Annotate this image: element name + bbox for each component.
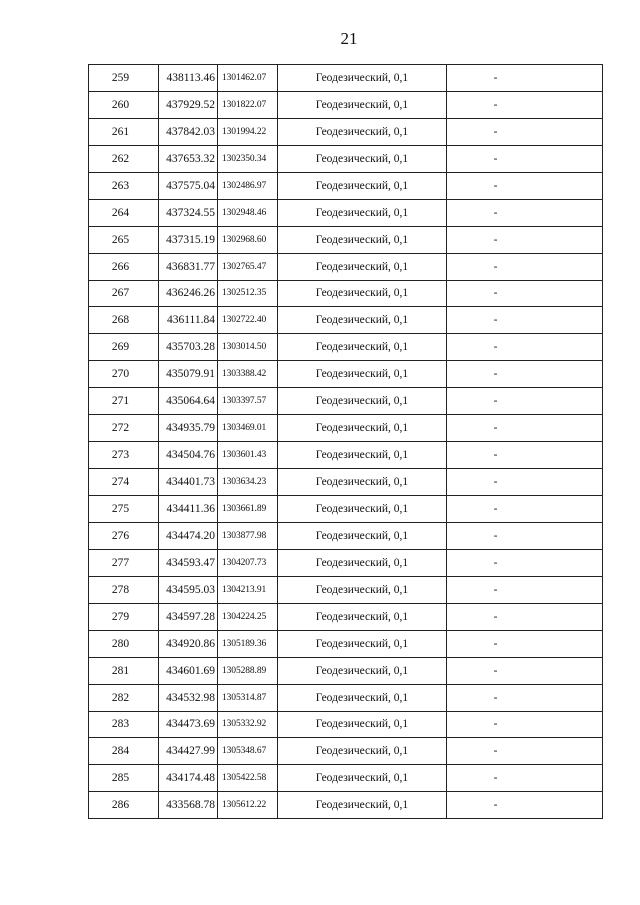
coordinate-x-cell: 436246.26	[159, 280, 218, 307]
coordinate-y-cell: 1305189.36	[218, 630, 278, 657]
coordinate-y-cell: 1302968.60	[218, 226, 278, 253]
point-description-cell: -	[447, 576, 603, 603]
coordinate-x-cell: 437929.52	[159, 91, 218, 118]
point-description-cell: -	[447, 334, 603, 361]
coordinate-y-cell: 1301822.07	[218, 91, 278, 118]
table-row	[89, 415, 603, 442]
point-description-cell: -	[447, 630, 603, 657]
coordinate-x-cell: 434474.20	[159, 522, 218, 549]
point-number-cell: 276	[89, 522, 159, 549]
table-row	[89, 738, 603, 765]
table-row	[89, 253, 603, 280]
coordinate-x-cell: 434601.69	[159, 657, 218, 684]
coordinate-x-cell: 435703.28	[159, 334, 218, 361]
point-number-cell: 265	[89, 226, 159, 253]
point-number-cell: 284	[89, 738, 159, 765]
table-row	[89, 199, 603, 226]
table-row	[89, 226, 603, 253]
coordinate-y-cell: 1304224.25	[218, 603, 278, 630]
page-number: 21	[340, 29, 358, 48]
coordinate-y-cell: 1303877.98	[218, 522, 278, 549]
coordinate-y-cell: 1302486.97	[218, 172, 278, 199]
coordinate-x-cell: 437575.04	[159, 172, 218, 199]
point-number-cell: 277	[89, 549, 159, 576]
coordinate-x-cell: 434411.36	[159, 496, 218, 523]
point-description-cell: -	[447, 199, 603, 226]
table-row	[89, 792, 603, 819]
point-number-cell: 279	[89, 603, 159, 630]
method-accuracy-cell: Геодезический, 0,1	[278, 792, 447, 819]
coordinate-y-cell: 1302512.35	[218, 280, 278, 307]
point-description-cell: -	[447, 226, 603, 253]
table-row	[89, 603, 603, 630]
table-row	[89, 684, 603, 711]
point-description-cell: -	[447, 738, 603, 765]
method-accuracy-cell: Геодезический, 0,1	[278, 549, 447, 576]
coordinate-x-cell: 434920.86	[159, 630, 218, 657]
point-number-cell: 266	[89, 253, 159, 280]
table-row	[89, 361, 603, 388]
point-description-cell: -	[447, 388, 603, 415]
coordinate-x-cell: 434504.76	[159, 442, 218, 469]
point-number-cell: 261	[89, 118, 159, 145]
table-row	[89, 118, 603, 145]
point-number-cell: 278	[89, 576, 159, 603]
coordinate-x-cell: 436831.77	[159, 253, 218, 280]
table-row	[89, 711, 603, 738]
coordinate-y-cell: 1303601.43	[218, 442, 278, 469]
method-accuracy-cell: Геодезический, 0,1	[278, 65, 447, 92]
point-number-cell: 260	[89, 91, 159, 118]
point-number-cell: 271	[89, 388, 159, 415]
method-accuracy-cell: Геодезический, 0,1	[278, 199, 447, 226]
method-accuracy-cell: Геодезический, 0,1	[278, 603, 447, 630]
point-description-cell: -	[447, 307, 603, 334]
table-row	[89, 388, 603, 415]
point-number-cell: 269	[89, 334, 159, 361]
coordinate-y-cell: 1303014.50	[218, 334, 278, 361]
point-description-cell: -	[447, 469, 603, 496]
table-row	[89, 469, 603, 496]
table-row	[89, 145, 603, 172]
table-row	[89, 334, 603, 361]
coordinate-y-cell: 1303469.01	[218, 415, 278, 442]
coordinate-x-cell: 437315.19	[159, 226, 218, 253]
point-description-cell: -	[447, 280, 603, 307]
coordinate-y-cell: 1303661.89	[218, 496, 278, 523]
point-number-cell: 272	[89, 415, 159, 442]
method-accuracy-cell: Геодезический, 0,1	[278, 738, 447, 765]
coordinate-x-cell: 435064.64	[159, 388, 218, 415]
point-number-cell: 262	[89, 145, 159, 172]
method-accuracy-cell: Геодезический, 0,1	[278, 630, 447, 657]
coordinate-x-cell: 434401.73	[159, 469, 218, 496]
coordinate-x-cell: 437842.03	[159, 118, 218, 145]
coordinate-y-cell: 1303397.57	[218, 388, 278, 415]
table-row	[89, 522, 603, 549]
point-description-cell: -	[447, 522, 603, 549]
point-description-cell: -	[447, 792, 603, 819]
point-number-cell: 283	[89, 711, 159, 738]
coordinate-y-cell: 1305314.87	[218, 684, 278, 711]
table-row	[89, 549, 603, 576]
point-description-cell: -	[447, 253, 603, 280]
point-number-cell: 274	[89, 469, 159, 496]
point-description-cell: -	[447, 91, 603, 118]
point-description-cell: -	[447, 65, 603, 92]
coordinate-y-cell: 1302765.47	[218, 253, 278, 280]
method-accuracy-cell: Геодезический, 0,1	[278, 711, 447, 738]
coordinate-x-cell: 435079.91	[159, 361, 218, 388]
coordinates-table	[88, 64, 603, 819]
coordinate-y-cell: 1301462.07	[218, 65, 278, 92]
coordinate-x-cell: 437653.32	[159, 145, 218, 172]
method-accuracy-cell: Геодезический, 0,1	[278, 334, 447, 361]
point-number-cell: 282	[89, 684, 159, 711]
point-description-cell: -	[447, 549, 603, 576]
coordinate-x-cell: 434935.79	[159, 415, 218, 442]
point-number-cell: 267	[89, 280, 159, 307]
table-row	[89, 307, 603, 334]
coordinate-x-cell: 434593.47	[159, 549, 218, 576]
coordinate-y-cell: 1302350.34	[218, 145, 278, 172]
point-number-cell: 270	[89, 361, 159, 388]
point-number-cell: 264	[89, 199, 159, 226]
coordinate-y-cell: 1305422.58	[218, 765, 278, 792]
method-accuracy-cell: Геодезический, 0,1	[278, 657, 447, 684]
point-number-cell: 273	[89, 442, 159, 469]
coordinate-y-cell: 1303634.23	[218, 469, 278, 496]
method-accuracy-cell: Геодезический, 0,1	[278, 226, 447, 253]
coordinate-x-cell: 434473.69	[159, 711, 218, 738]
coordinates-table-container	[88, 64, 603, 819]
method-accuracy-cell: Геодезический, 0,1	[278, 522, 447, 549]
table-row	[89, 172, 603, 199]
coordinate-y-cell: 1305332.92	[218, 711, 278, 738]
method-accuracy-cell: Геодезический, 0,1	[278, 684, 447, 711]
point-description-cell: -	[447, 603, 603, 630]
point-description-cell: -	[447, 172, 603, 199]
table-row	[89, 765, 603, 792]
method-accuracy-cell: Геодезический, 0,1	[278, 253, 447, 280]
method-accuracy-cell: Геодезический, 0,1	[278, 172, 447, 199]
table-row	[89, 496, 603, 523]
coordinate-x-cell: 437324.55	[159, 199, 218, 226]
point-number-cell: 259	[89, 65, 159, 92]
point-number-cell: 268	[89, 307, 159, 334]
point-number-cell: 286	[89, 792, 159, 819]
method-accuracy-cell: Геодезический, 0,1	[278, 280, 447, 307]
point-description-cell: -	[447, 684, 603, 711]
method-accuracy-cell: Геодезический, 0,1	[278, 765, 447, 792]
table-row	[89, 630, 603, 657]
coordinate-x-cell: 434532.98	[159, 684, 218, 711]
table-row	[89, 576, 603, 603]
coordinate-y-cell: 1305612.22	[218, 792, 278, 819]
coordinate-x-cell: 434597.28	[159, 603, 218, 630]
point-number-cell: 281	[89, 657, 159, 684]
method-accuracy-cell: Геодезический, 0,1	[278, 496, 447, 523]
point-description-cell: -	[447, 442, 603, 469]
coordinate-x-cell: 433568.78	[159, 792, 218, 819]
method-accuracy-cell: Геодезический, 0,1	[278, 118, 447, 145]
point-description-cell: -	[447, 361, 603, 388]
coordinate-x-cell: 434174.48	[159, 765, 218, 792]
coordinate-x-cell: 434595.03	[159, 576, 218, 603]
method-accuracy-cell: Геодезический, 0,1	[278, 145, 447, 172]
coordinate-y-cell: 1301994.22	[218, 118, 278, 145]
coordinate-x-cell: 438113.46	[159, 65, 218, 92]
table-row	[89, 657, 603, 684]
coordinate-x-cell: 436111.84	[159, 307, 218, 334]
coordinate-y-cell: 1303388.42	[218, 361, 278, 388]
point-number-cell: 285	[89, 765, 159, 792]
coordinate-y-cell: 1305288.89	[218, 657, 278, 684]
point-number-cell: 280	[89, 630, 159, 657]
table-row	[89, 442, 603, 469]
method-accuracy-cell: Геодезический, 0,1	[278, 442, 447, 469]
point-description-cell: -	[447, 657, 603, 684]
point-description-cell: -	[447, 118, 603, 145]
coordinate-y-cell: 1304207.73	[218, 549, 278, 576]
table-row	[89, 280, 603, 307]
coordinate-x-cell: 434427.99	[159, 738, 218, 765]
point-description-cell: -	[447, 711, 603, 738]
coordinate-y-cell: 1302722.40	[218, 307, 278, 334]
point-description-cell: -	[447, 145, 603, 172]
table-row	[89, 91, 603, 118]
point-description-cell: -	[447, 765, 603, 792]
method-accuracy-cell: Геодезический, 0,1	[278, 91, 447, 118]
method-accuracy-cell: Геодезический, 0,1	[278, 307, 447, 334]
coordinate-y-cell: 1302948.46	[218, 199, 278, 226]
coordinate-y-cell: 1305348.67	[218, 738, 278, 765]
point-description-cell: -	[447, 415, 603, 442]
coordinate-y-cell: 1304213.91	[218, 576, 278, 603]
point-number-cell: 275	[89, 496, 159, 523]
method-accuracy-cell: Геодезический, 0,1	[278, 361, 447, 388]
point-description-cell: -	[447, 496, 603, 523]
method-accuracy-cell: Геодезический, 0,1	[278, 576, 447, 603]
method-accuracy-cell: Геодезический, 0,1	[278, 388, 447, 415]
method-accuracy-cell: Геодезический, 0,1	[278, 469, 447, 496]
point-number-cell: 263	[89, 172, 159, 199]
table-row	[89, 65, 603, 92]
coordinates-table-body	[89, 65, 603, 819]
method-accuracy-cell: Геодезический, 0,1	[278, 415, 447, 442]
